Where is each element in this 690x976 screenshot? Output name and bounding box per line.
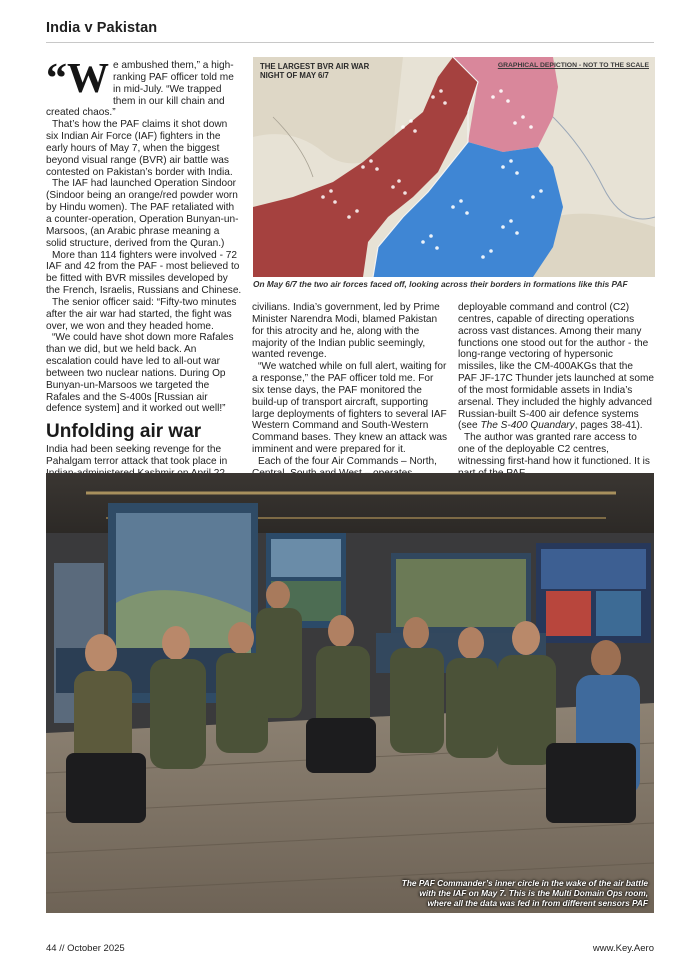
drop-cap: “W (46, 56, 109, 102)
paragraph-text-end: , pages 38-41). (574, 420, 643, 432)
map-caption: On May 6/7 the two air forces faced off, looking across their borders in formations like this PAF (253, 279, 628, 289)
paragraph (458, 302, 654, 432)
article-column-1 (46, 56, 242, 504)
article-column-2 (252, 302, 448, 480)
paragraph: That’s how the PAF claims it shot down six Indian Air Force (IAF) fighters in the early hours of May 7, when the biggest beyond visual range (BVR) air battle was contested on Pakistan’s border with India. (46, 119, 233, 178)
map-disclaimer: GRAPHICAL DEPICTION - NOT TO THE SCALE (497, 62, 649, 69)
section-title: India v Pakistan (46, 20, 158, 36)
paragraph: The IAF had launched Operation Sindoor (Sindoor being an orange/red powder worn by Hindu women). The PAF retaliated with a counter-operation, Operation Bunyan-un-Marsoos, (an Arabic phrase meaning a solid structure, derived from the Quran.) (46, 178, 239, 249)
lead-paragraph (46, 56, 242, 119)
paragraph: The senior officer said: “Fifty-two minutes after the air war had started, the fight was over, we won and they headed home. (46, 296, 237, 332)
section-divider (46, 42, 654, 43)
paragraph: India had been seeking revenge for the Pahalgam terror attack that took place in (46, 444, 228, 468)
paragraph: More than 114 fighters were involved - 72 IAF and 42 from the PAF - most believed to be fitted with BVR missiles developed by the French, Israelis, Russians and Chinese. (46, 249, 242, 297)
map-title-line-2: NIGHT OF MAY 6/7 (260, 71, 329, 80)
paragraph-text: deployable command and control (C2) centres, capable of directing operations across vast distances. Among their many functions one stood out for the author - the long-range vectoring of hypersonic missiles, like the CM-400AKGs that the PAF JF-17C Thunder jets launched at some of the most formidable assets in India’s arsenal. They included the highly advanced Russian-built S-400 air defence systems (see (458, 302, 654, 432)
article-column-3 (458, 302, 654, 480)
subheading: Unfolding air war (46, 421, 202, 443)
paragraph: Each of the four Air Commands – North, (258, 455, 437, 467)
map-title-line-1: THE LARGEST BVR AIR WAR (260, 62, 370, 71)
ops-room-photo (46, 473, 654, 913)
paragraph: civilians. India’s government, led by Prime Minister Narendra Modi, blamed Pakistan for this atrocity and he, along with the majority of the Indian public seemingly, wanted revenge. (252, 302, 440, 361)
lead-text: e ambushed them,” a high-ranking PAF officer told me in mid-July. “We trapped them in our kill chain and created chaos.” (46, 60, 234, 119)
map-title (260, 62, 410, 80)
paragraph: The author was granted rare access to one of the deployable C2 centres, witnessing first-hand how it functioned. It is (458, 432, 650, 467)
map-graphic (253, 57, 655, 277)
page-number: 44 // October 2025 (46, 943, 125, 954)
air-battle-map (253, 57, 655, 277)
paragraph: “We watched while on full alert, waiting for a response,” the PAF officer told me. For six tense days, the PAF monitored the build-up of transport aircraft, supporting large deployments of fighters to several IAF Western Command and South-Western Command bases. They knew an attack was imminent and were prepared for it. (252, 361, 448, 456)
cross-reference: The S-400 Quandary (480, 420, 575, 432)
paragraph: “We could have shot down more Rafales than we did, but we held back. An escalation could have led to all-out war between two nuclear nations. During Op Bunyan-un-Marsoos we targeted the Rafales and the S-400s [Russian air defence system] and it worked out well!” (46, 332, 234, 415)
website-url: www.Key.Aero (592, 943, 654, 954)
photo-caption: The PAF Commander’s inner circle in the wake of the air battle with the IAF on May 7. This is the Multi Domain Ops room, where all the data was fed in from different sensors PAF (401, 878, 648, 908)
group-photo-image (46, 473, 654, 913)
